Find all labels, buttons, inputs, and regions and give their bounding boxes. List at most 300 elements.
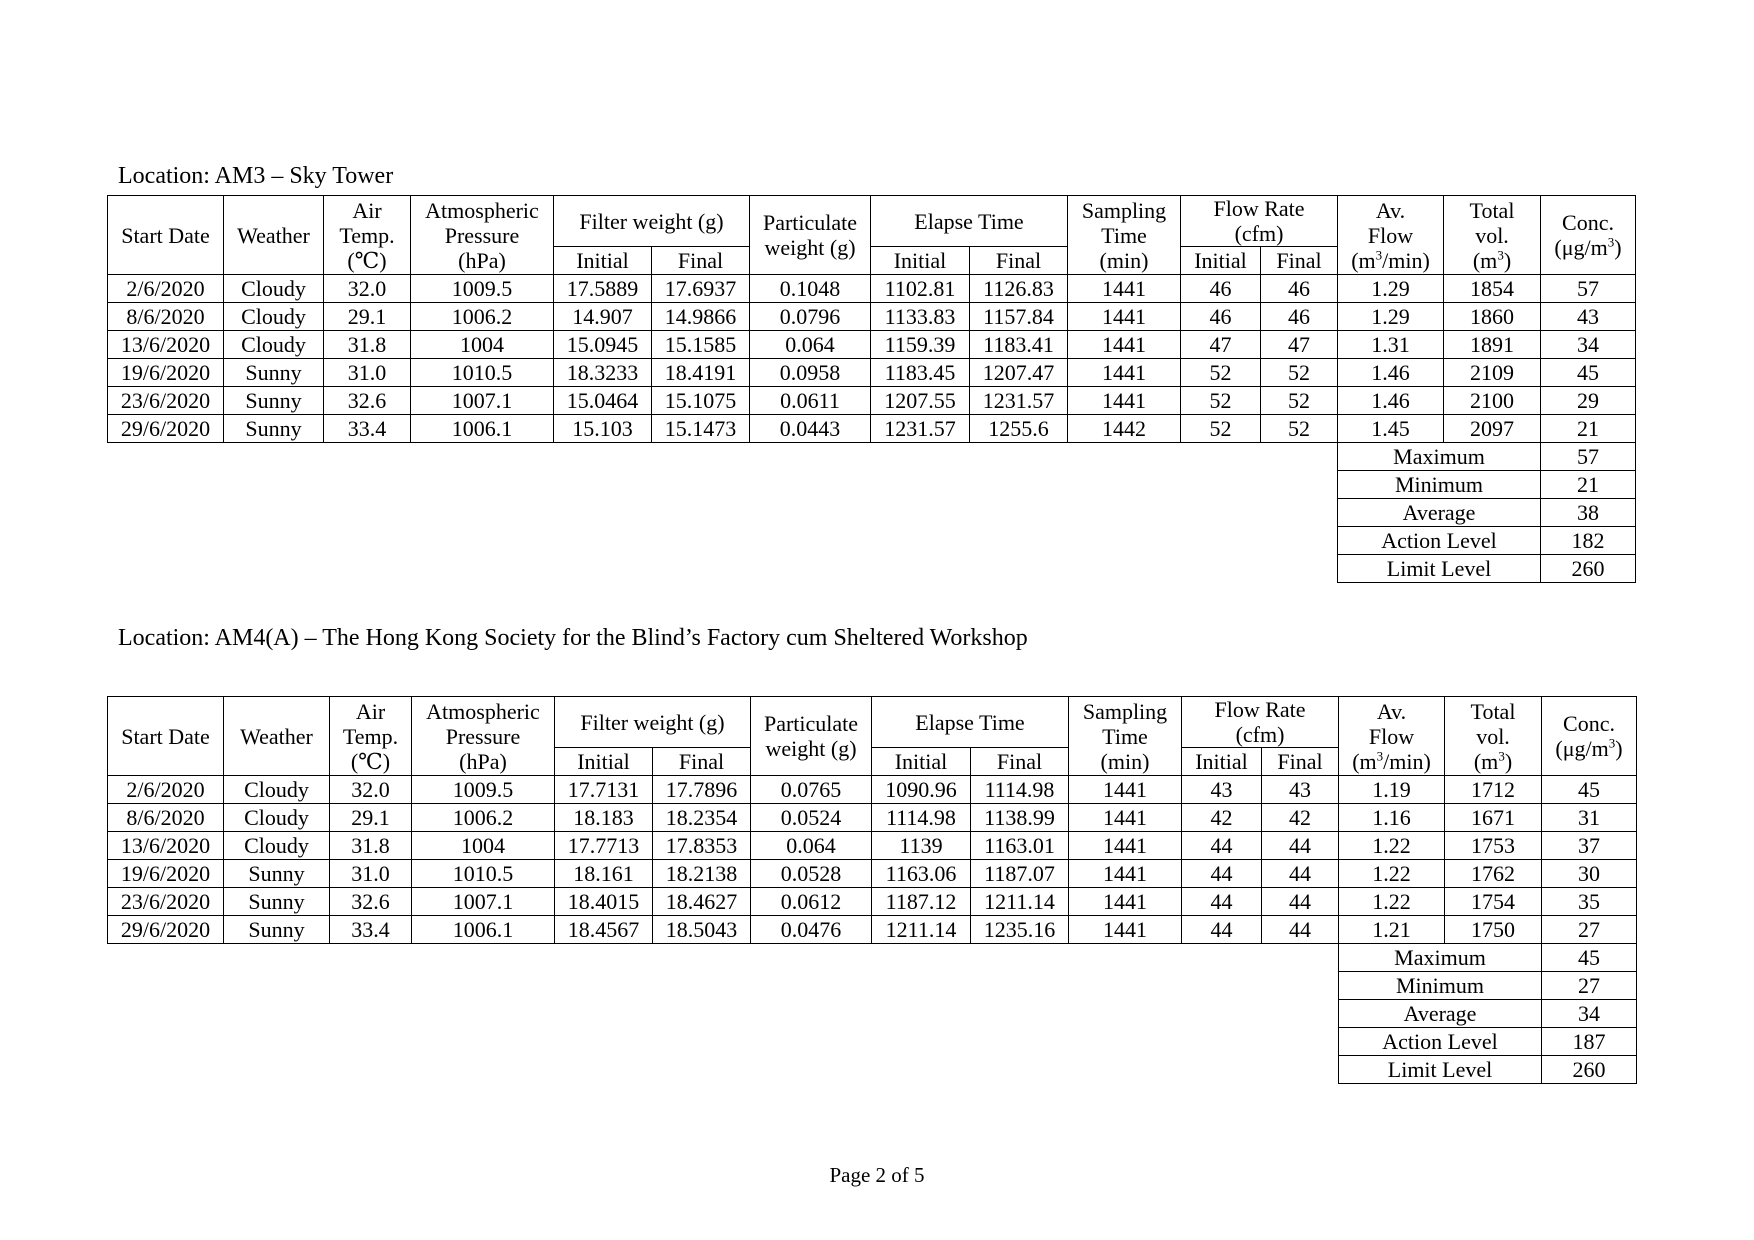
cell-filter-final: 18.4627 [653, 888, 751, 916]
atm-pressure-line-1: Atmospheric [425, 197, 539, 223]
conc-label: Conc. [1563, 711, 1615, 736]
cell-av-flow: 1.22 [1339, 860, 1445, 888]
total-vol-unit-tail: ) [1503, 247, 1512, 273]
header-av-flow [1338, 196, 1444, 275]
av-flow-unit-tail: /min) [1383, 748, 1431, 774]
cell-av-flow: 1.19 [1339, 776, 1445, 804]
cell-flow-initial: 44 [1182, 832, 1262, 860]
cell-sampling-time: 1441 [1068, 359, 1181, 387]
cell-flow-final: 47 [1261, 331, 1338, 359]
cell-weather: Cloudy [224, 275, 324, 303]
air-temp-line-2: Temp. [339, 222, 395, 248]
cell-av-flow: 1.16 [1339, 804, 1445, 832]
av-flow-unit-superscript: 3 [1376, 748, 1384, 764]
cell-filter-initial: 15.0464 [554, 387, 652, 415]
cell-filter-final: 15.1473 [652, 415, 750, 443]
summary-spacer [108, 443, 1338, 471]
sampling-time-line-3: (min) [1099, 247, 1149, 273]
location-title-am3: Location: AM3 – Sky Tower [118, 163, 394, 189]
av-flow-unit-base: (m [1351, 247, 1376, 273]
header-sampling-time [1069, 697, 1182, 776]
cell-particulate-weight: 0.0796 [750, 303, 871, 331]
cell-weather: Sunny [224, 916, 330, 944]
total-vol-line-2: vol. [1476, 723, 1510, 749]
total-vol-unit-superscript: 3 [1498, 748, 1505, 764]
cell-av-flow: 1.22 [1339, 832, 1445, 860]
cell-air-temp: 32.6 [324, 387, 411, 415]
cell-total-vol: 1860 [1444, 303, 1541, 331]
cell-conc: 37 [1542, 832, 1637, 860]
atm-pressure-line-3: (hPa) [459, 748, 507, 774]
summary-row [108, 527, 1636, 555]
cell-filter-initial: 17.7131 [555, 776, 653, 804]
total-vol-line-2: vol. [1475, 222, 1509, 248]
cell-start-date: 13/6/2020 [108, 832, 224, 860]
cell-conc: 45 [1542, 776, 1637, 804]
cell-flow-initial: 46 [1181, 303, 1261, 331]
header-atm-pressure [411, 196, 554, 275]
cell-flow-final: 44 [1262, 888, 1339, 916]
conc-unit-tail: ) [1615, 736, 1623, 761]
cell-elapse-final: 1183.41 [970, 331, 1068, 359]
conc-unit-base: (μg/m [1554, 235, 1608, 260]
cell-filter-final: 14.9866 [652, 303, 750, 331]
summary-label: Minimum [1338, 471, 1541, 499]
cell-atm-pressure: 1006.1 [412, 916, 555, 944]
summary-value: 57 [1541, 443, 1636, 471]
cell-flow-initial: 46 [1181, 275, 1261, 303]
cell-total-vol: 2109 [1444, 359, 1541, 387]
header-start-date: Start Date [108, 697, 224, 776]
atm-pressure-line-2: Pressure [444, 222, 520, 248]
header-elapse-time: Elapse Time [871, 196, 1068, 247]
subheader-elapse-initial: Initial [871, 247, 970, 275]
total-vol-unit-tail: ) [1504, 748, 1513, 774]
cell-filter-final: 17.7896 [653, 776, 751, 804]
cell-atm-pressure: 1009.5 [411, 275, 554, 303]
header-start-date: Start Date [108, 196, 224, 275]
summary-value: 260 [1542, 1056, 1637, 1084]
cell-atm-pressure: 1006.1 [411, 415, 554, 443]
cell-total-vol: 1754 [1445, 888, 1542, 916]
summary-spacer [108, 944, 1339, 972]
cell-filter-initial: 18.4015 [555, 888, 653, 916]
total-vol-unit-base: (m [1473, 748, 1499, 774]
header-av-flow [1339, 697, 1445, 776]
particulate-weight-line-2: weight (g) [764, 235, 856, 260]
header-sampling-time [1068, 196, 1181, 275]
cell-av-flow: 1.29 [1338, 275, 1444, 303]
table-row [108, 387, 1636, 415]
cell-particulate-weight: 0.0528 [751, 860, 872, 888]
cell-air-temp: 31.0 [330, 860, 412, 888]
cell-filter-initial: 18.161 [555, 860, 653, 888]
cell-sampling-time: 1441 [1069, 832, 1182, 860]
cell-weather: Cloudy [224, 804, 330, 832]
cell-start-date: 19/6/2020 [108, 359, 224, 387]
cell-flow-initial: 52 [1181, 359, 1261, 387]
cell-elapse-initial: 1102.81 [871, 275, 970, 303]
sampling-time-line-2: Time [1101, 222, 1147, 248]
summary-value: 182 [1541, 527, 1636, 555]
sampling-time-line-3: (min) [1100, 748, 1150, 774]
table-row [108, 776, 1637, 804]
cell-sampling-time: 1441 [1069, 916, 1182, 944]
summary-value: 21 [1541, 471, 1636, 499]
summary-spacer [108, 1056, 1339, 1084]
header-particulate-weight [751, 697, 872, 776]
cell-particulate-weight: 0.0765 [751, 776, 872, 804]
air-quality-table [107, 696, 1637, 1084]
summary-label: Minimum [1339, 972, 1542, 1000]
cell-flow-final: 46 [1261, 303, 1338, 331]
cell-conc: 43 [1541, 303, 1636, 331]
location-title-am4a: Location: AM4(A) – The Hong Kong Society for the Blind’s Factory cum Sheltered Workshop [118, 625, 1028, 651]
summary-spacer [108, 1000, 1339, 1028]
cell-flow-initial: 52 [1181, 415, 1261, 443]
table-row [108, 888, 1637, 916]
summary-value: 34 [1542, 1000, 1637, 1028]
table-row [108, 331, 1636, 359]
summary-label: Maximum [1339, 944, 1542, 972]
cell-sampling-time: 1441 [1069, 776, 1182, 804]
cell-elapse-final: 1211.14 [971, 888, 1069, 916]
cell-particulate-weight: 0.0958 [750, 359, 871, 387]
cell-particulate-weight: 0.064 [750, 331, 871, 359]
cell-elapse-final: 1207.47 [970, 359, 1068, 387]
summary-row [108, 1056, 1637, 1084]
total-vol-line-1: Total [1470, 698, 1516, 724]
cell-conc: 21 [1541, 415, 1636, 443]
cell-filter-initial: 17.5889 [554, 275, 652, 303]
summary-value: 187 [1542, 1028, 1637, 1056]
cell-particulate-weight: 0.0443 [750, 415, 871, 443]
cell-flow-final: 46 [1261, 275, 1338, 303]
cell-weather: Cloudy [224, 776, 330, 804]
cell-elapse-initial: 1163.06 [872, 860, 971, 888]
cell-flow-initial: 43 [1182, 776, 1262, 804]
cell-air-temp: 32.0 [330, 776, 412, 804]
air-temp-line-3: (℃) [347, 247, 387, 273]
cell-sampling-time: 1441 [1069, 860, 1182, 888]
cell-flow-initial: 44 [1182, 916, 1262, 944]
cell-filter-initial: 18.183 [555, 804, 653, 832]
air-temp-line-3: (℃) [350, 748, 391, 774]
header-row [108, 697, 1637, 748]
header-filter-weight: Filter weight (g) [554, 196, 750, 247]
cell-elapse-initial: 1133.83 [871, 303, 970, 331]
total-vol-line-1: Total [1469, 197, 1515, 223]
cell-atm-pressure: 1006.2 [411, 303, 554, 331]
subheader-flow-initial: Initial [1182, 748, 1262, 776]
flow-rate-line-2: (cfm) [1235, 722, 1285, 747]
summary-row [108, 944, 1637, 972]
cell-flow-initial: 47 [1181, 331, 1261, 359]
cell-weather: Sunny [224, 888, 330, 916]
cell-particulate-weight: 0.064 [751, 832, 872, 860]
flow-rate-line-2: (cfm) [1234, 221, 1284, 246]
page-number: Page 2 of 5 [829, 1163, 925, 1187]
table-row [108, 275, 1636, 303]
cell-flow-final: 44 [1262, 916, 1339, 944]
cell-av-flow: 1.29 [1338, 303, 1444, 331]
header-flow-rate [1181, 196, 1338, 247]
summary-row [108, 499, 1636, 527]
cell-conc: 27 [1542, 916, 1637, 944]
cell-air-temp: 32.6 [330, 888, 412, 916]
cell-particulate-weight: 0.0611 [750, 387, 871, 415]
cell-weather: Cloudy [224, 832, 330, 860]
header-weather: Weather [224, 196, 324, 275]
cell-sampling-time: 1441 [1068, 275, 1181, 303]
summary-spacer [108, 527, 1338, 555]
atm-pressure-line-3: (hPa) [458, 247, 506, 273]
air-temp-line-1: Air [355, 698, 386, 724]
av-flow-unit-tail: /min) [1382, 247, 1430, 273]
cell-flow-initial: 42 [1182, 804, 1262, 832]
cell-filter-final: 18.4191 [652, 359, 750, 387]
cell-filter-final: 18.5043 [653, 916, 751, 944]
cell-sampling-time: 1441 [1069, 804, 1182, 832]
cell-filter-final: 15.1075 [652, 387, 750, 415]
cell-filter-initial: 17.7713 [555, 832, 653, 860]
cell-conc: 45 [1541, 359, 1636, 387]
summary-spacer [108, 499, 1338, 527]
cell-filter-final: 18.2354 [653, 804, 751, 832]
cell-elapse-initial: 1231.57 [871, 415, 970, 443]
cell-conc: 34 [1541, 331, 1636, 359]
cell-flow-final: 44 [1262, 860, 1339, 888]
cell-sampling-time: 1441 [1068, 387, 1181, 415]
cell-total-vol: 1762 [1445, 860, 1542, 888]
header-flow-rate [1182, 697, 1339, 748]
cell-atm-pressure: 1010.5 [412, 860, 555, 888]
cell-total-vol: 2100 [1444, 387, 1541, 415]
cell-air-temp: 32.0 [324, 275, 411, 303]
subheader-filter-initial: Initial [554, 247, 652, 275]
header-conc [1542, 697, 1637, 776]
cell-sampling-time: 1442 [1068, 415, 1181, 443]
cell-elapse-final: 1255.6 [970, 415, 1068, 443]
cell-start-date: 23/6/2020 [108, 387, 224, 415]
subheader-flow-final: Final [1262, 748, 1339, 776]
cell-conc: 35 [1542, 888, 1637, 916]
summary-spacer [108, 555, 1338, 583]
cell-flow-final: 44 [1262, 832, 1339, 860]
cell-total-vol: 1671 [1445, 804, 1542, 832]
cell-start-date: 8/6/2020 [108, 804, 224, 832]
cell-weather: Sunny [224, 359, 324, 387]
cell-elapse-initial: 1187.12 [872, 888, 971, 916]
summary-label: Action Level [1339, 1028, 1542, 1056]
particulate-weight-line-1: Particulate [762, 210, 858, 235]
cell-atm-pressure: 1006.2 [412, 804, 555, 832]
table-row [108, 860, 1637, 888]
cell-av-flow: 1.22 [1339, 888, 1445, 916]
conc-unit-superscript: 3 [1608, 735, 1616, 751]
cell-weather: Cloudy [224, 303, 324, 331]
cell-flow-final: 52 [1261, 387, 1338, 415]
header-particulate-weight [750, 196, 871, 275]
cell-filter-initial: 15.0945 [554, 331, 652, 359]
header-elapse-time: Elapse Time [872, 697, 1069, 748]
header-row [108, 196, 1636, 247]
subheader-flow-final: Final [1261, 247, 1338, 275]
cell-av-flow: 1.21 [1339, 916, 1445, 944]
cell-start-date: 29/6/2020 [108, 916, 224, 944]
sampling-time-line-1: Sampling [1081, 197, 1167, 223]
summary-label: Limit Level [1338, 555, 1541, 583]
summary-row [108, 1028, 1637, 1056]
header-conc [1541, 196, 1636, 275]
cell-conc: 30 [1542, 860, 1637, 888]
header-air-temp [330, 697, 412, 776]
cell-filter-final: 15.1585 [652, 331, 750, 359]
cell-filter-final: 17.8353 [653, 832, 751, 860]
cell-elapse-final: 1163.01 [971, 832, 1069, 860]
header-total-vol [1444, 196, 1541, 275]
summary-row [108, 555, 1636, 583]
summary-row [108, 471, 1636, 499]
summary-label: Limit Level [1339, 1056, 1542, 1084]
cell-flow-final: 43 [1262, 776, 1339, 804]
cell-start-date: 2/6/2020 [108, 275, 224, 303]
cell-total-vol: 1712 [1445, 776, 1542, 804]
summary-value: 38 [1541, 499, 1636, 527]
cell-weather: Sunny [224, 415, 324, 443]
cell-elapse-final: 1157.84 [970, 303, 1068, 331]
cell-av-flow: 1.31 [1338, 331, 1444, 359]
summary-label: Maximum [1338, 443, 1541, 471]
header-atm-pressure [412, 697, 555, 776]
summary-label: Average [1338, 499, 1541, 527]
summary-spacer [108, 972, 1339, 1000]
cell-air-temp: 31.0 [324, 359, 411, 387]
flow-rate-line-1: Flow Rate [1213, 196, 1305, 221]
cell-av-flow: 1.46 [1338, 359, 1444, 387]
cell-elapse-initial: 1211.14 [872, 916, 971, 944]
conc-label: Conc. [1562, 210, 1614, 235]
summary-row [108, 1000, 1637, 1028]
cell-flow-initial: 44 [1182, 888, 1262, 916]
cell-av-flow: 1.46 [1338, 387, 1444, 415]
table-row [108, 916, 1637, 944]
summary-spacer [108, 1028, 1339, 1056]
cell-filter-final: 17.6937 [652, 275, 750, 303]
table-row [108, 415, 1636, 443]
cell-air-temp: 29.1 [324, 303, 411, 331]
cell-elapse-final: 1126.83 [970, 275, 1068, 303]
cell-start-date: 29/6/2020 [108, 415, 224, 443]
cell-sampling-time: 1441 [1068, 331, 1181, 359]
cell-atm-pressure: 1004 [412, 832, 555, 860]
air-quality-table [107, 195, 1636, 583]
cell-elapse-initial: 1090.96 [872, 776, 971, 804]
flow-rate-line-1: Flow Rate [1214, 697, 1306, 722]
cell-particulate-weight: 0.1048 [750, 275, 871, 303]
summary-row [108, 443, 1636, 471]
cell-atm-pressure: 1009.5 [412, 776, 555, 804]
subheader-elapse-final: Final [970, 247, 1068, 275]
cell-start-date: 23/6/2020 [108, 888, 224, 916]
cell-weather: Sunny [224, 387, 324, 415]
cell-sampling-time: 1441 [1069, 888, 1182, 916]
cell-start-date: 19/6/2020 [108, 860, 224, 888]
sampling-time-line-1: Sampling [1082, 698, 1168, 724]
av-flow-line-2: Flow [1367, 222, 1414, 248]
table-row [108, 303, 1636, 331]
cell-flow-final: 42 [1262, 804, 1339, 832]
cell-total-vol: 1891 [1444, 331, 1541, 359]
particulate-weight-line-1: Particulate [763, 711, 859, 736]
subheader-filter-final: Final [652, 247, 750, 275]
cell-air-temp: 29.1 [330, 804, 412, 832]
cell-total-vol: 1753 [1445, 832, 1542, 860]
total-vol-unit-superscript: 3 [1497, 247, 1504, 263]
subheader-flow-initial: Initial [1181, 247, 1261, 275]
conc-unit-base: (μg/m [1555, 736, 1609, 761]
table-row [108, 832, 1637, 860]
subheader-elapse-initial: Initial [872, 748, 971, 776]
particulate-weight-line-2: weight (g) [765, 736, 857, 761]
cell-flow-final: 52 [1261, 359, 1338, 387]
cell-start-date: 13/6/2020 [108, 331, 224, 359]
cell-elapse-final: 1231.57 [970, 387, 1068, 415]
cell-weather: Cloudy [224, 331, 324, 359]
cell-flow-final: 52 [1261, 415, 1338, 443]
cell-start-date: 2/6/2020 [108, 776, 224, 804]
cell-elapse-initial: 1139 [872, 832, 971, 860]
table-row [108, 359, 1636, 387]
conc-unit-tail: ) [1614, 235, 1622, 260]
cell-filter-initial: 15.103 [554, 415, 652, 443]
cell-av-flow: 1.45 [1338, 415, 1444, 443]
cell-elapse-initial: 1207.55 [871, 387, 970, 415]
cell-filter-initial: 14.907 [554, 303, 652, 331]
av-flow-unit-superscript: 3 [1375, 247, 1383, 263]
cell-sampling-time: 1441 [1068, 303, 1181, 331]
cell-air-temp: 33.4 [330, 916, 412, 944]
av-flow-line-1: Av. [1375, 197, 1406, 223]
sampling-time-line-2: Time [1102, 723, 1148, 749]
cell-elapse-final: 1114.98 [971, 776, 1069, 804]
cell-elapse-initial: 1183.45 [871, 359, 970, 387]
cell-conc: 31 [1542, 804, 1637, 832]
atm-pressure-line-2: Pressure [445, 723, 521, 749]
cell-elapse-initial: 1114.98 [872, 804, 971, 832]
cell-elapse-initial: 1159.39 [871, 331, 970, 359]
cell-air-temp: 33.4 [324, 415, 411, 443]
cell-elapse-final: 1138.99 [971, 804, 1069, 832]
table-row [108, 804, 1637, 832]
cell-total-vol: 2097 [1444, 415, 1541, 443]
cell-filter-initial: 18.3233 [554, 359, 652, 387]
header-weather: Weather [224, 697, 330, 776]
header-filter-weight: Filter weight (g) [555, 697, 751, 748]
cell-conc: 29 [1541, 387, 1636, 415]
cell-atm-pressure: 1007.1 [412, 888, 555, 916]
cell-filter-final: 18.2138 [653, 860, 751, 888]
air-temp-line-1: Air [352, 197, 382, 223]
cell-flow-initial: 52 [1181, 387, 1261, 415]
cell-particulate-weight: 0.0476 [751, 916, 872, 944]
header-air-temp [324, 196, 411, 275]
cell-elapse-final: 1187.07 [971, 860, 1069, 888]
subheader-elapse-final: Final [971, 748, 1069, 776]
cell-air-temp: 31.8 [330, 832, 412, 860]
subheader-filter-initial: Initial [555, 748, 653, 776]
cell-start-date: 8/6/2020 [108, 303, 224, 331]
